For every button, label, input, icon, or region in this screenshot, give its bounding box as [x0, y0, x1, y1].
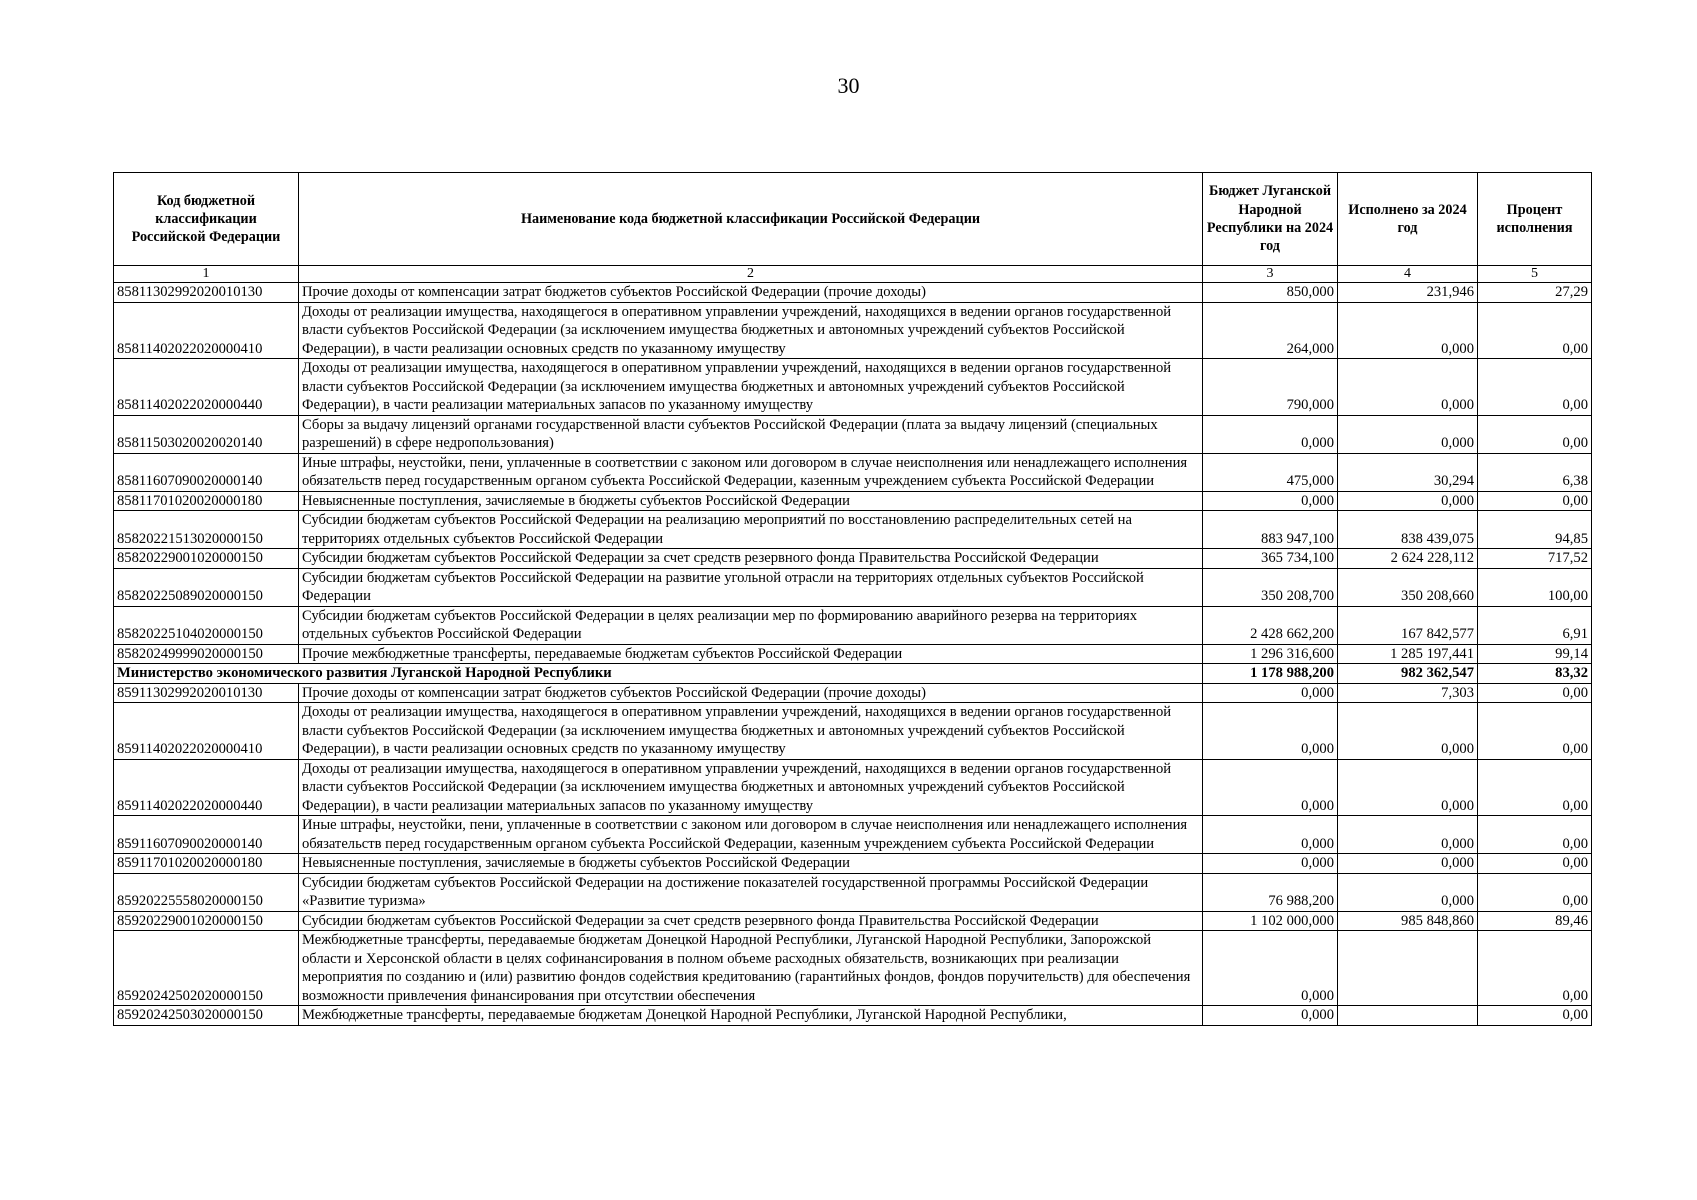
- table-row: [114, 759, 1592, 816]
- row-budget: 0,000: [1203, 415, 1338, 453]
- budget-table: [113, 172, 1592, 1026]
- row-budget: 1 102 000,000: [1203, 911, 1338, 931]
- row-percent: 0,00: [1478, 931, 1592, 1006]
- row-budget: 350 208,700: [1203, 568, 1338, 606]
- section-row: [114, 664, 1592, 684]
- row-name: Сборы за выдачу лицензий органами государственной власти субъектов Российской Федерации (плата за выдачу лицензий (специальных разрешений) в сфере недропользования): [299, 415, 1203, 453]
- row-budget: 0,000: [1203, 759, 1338, 816]
- row-code: 85911402022020000440: [114, 759, 299, 816]
- row-code: 85920225558020000150: [114, 873, 299, 911]
- row-budget: 0,000: [1203, 1006, 1338, 1026]
- row-executed: 231,946: [1338, 283, 1478, 303]
- header-percent: Процент исполнения: [1478, 173, 1592, 266]
- row-executed: 30,294: [1338, 453, 1478, 491]
- table-row: [114, 931, 1592, 1006]
- row-budget: 0,000: [1203, 931, 1338, 1006]
- table-row: [114, 511, 1592, 549]
- row-code: 85811503020020020140: [114, 415, 299, 453]
- row-executed: 0,000: [1338, 491, 1478, 511]
- row-percent: 0,00: [1478, 683, 1592, 703]
- row-code: 85811402022020000410: [114, 302, 299, 359]
- row-executed: 0,000: [1338, 759, 1478, 816]
- row-percent: 99,14: [1478, 644, 1592, 664]
- row-executed: 985 848,860: [1338, 911, 1478, 931]
- row-name: Доходы от реализации имущества, находящегося в оперативном управлении учреждений, находящихся в ведении органов государственной власти субъектов Российской Федерации (за исключением имущества бюджетных и автономных учреждений субъектов Российской Федерации), в части реализации материальных запасов по указанному имуществу: [299, 759, 1203, 816]
- row-budget: 0,000: [1203, 491, 1338, 511]
- row-name: Прочие доходы от компенсации затрат бюджетов субъектов Российской Федерации (прочие доходы): [299, 683, 1203, 703]
- row-name: Иные штрафы, неустойки, пени, уплаченные в соответствии с законом или договором в случае неисполнения или ненадлежащего исполнения обязательств перед государственным органом субъекта Российской Федерации, казенным учреждением субъекта Российской Федерации: [299, 453, 1203, 491]
- row-budget: 475,000: [1203, 453, 1338, 491]
- row-name: Доходы от реализации имущества, находящегося в оперативном управлении учреждений, находящихся в ведении органов государственной власти субъектов Российской Федерации (за исключением имущества бюджетных и автономных учреждений субъектов Российской Федерации), в части реализации основных средств по указанному имуществу: [299, 703, 1203, 760]
- row-executed: 167 842,577: [1338, 606, 1478, 644]
- row-budget: 0,000: [1203, 703, 1338, 760]
- row-code: 85920242503020000150: [114, 1006, 299, 1026]
- row-name: Межбюджетные трансферты, передаваемые бюджетам Донецкой Народной Республики, Луганской Народной Республики,: [299, 1006, 1203, 1026]
- row-name: Субсидии бюджетам субъектов Российской Федерации за счет средств резервного фонда Правительства Российской Федерации: [299, 911, 1203, 931]
- row-code: 85811302992020010130: [114, 283, 299, 303]
- row-budget: 0,000: [1203, 816, 1338, 854]
- column-number-row: [114, 266, 1592, 283]
- row-percent: 0,00: [1478, 1006, 1592, 1026]
- table-body: [114, 283, 1592, 1026]
- row-executed: 0,000: [1338, 703, 1478, 760]
- row-percent: 0,00: [1478, 302, 1592, 359]
- row-percent: 0,00: [1478, 816, 1592, 854]
- row-budget: 0,000: [1203, 854, 1338, 874]
- table-row: [114, 1006, 1592, 1026]
- row-executed: 0,000: [1338, 359, 1478, 416]
- row-name: Прочие доходы от компенсации затрат бюджетов субъектов Российской Федерации (прочие доходы): [299, 283, 1203, 303]
- table-row: [114, 302, 1592, 359]
- column-number: 5: [1478, 266, 1592, 283]
- table-row: [114, 283, 1592, 303]
- row-name: Субсидии бюджетам субъектов Российской Федерации за счет средств резервного фонда Правительства Российской Федерации: [299, 549, 1203, 569]
- row-executed: 0,000: [1338, 873, 1478, 911]
- table-row: [114, 873, 1592, 911]
- row-code: 85820249999020000150: [114, 644, 299, 664]
- row-code: 85911302992020010130: [114, 683, 299, 703]
- header-executed: Исполнено за 2024 год: [1338, 173, 1478, 266]
- table-row: [114, 568, 1592, 606]
- table-row: [114, 644, 1592, 664]
- header-name: Наименование кода бюджетной классификации Российской Федерации: [299, 173, 1203, 266]
- row-code: 85820225089020000150: [114, 568, 299, 606]
- table-row: [114, 911, 1592, 931]
- row-percent: 0,00: [1478, 759, 1592, 816]
- row-name: Доходы от реализации имущества, находящегося в оперативном управлении учреждений, находящихся в ведении органов государственной власти субъектов Российской Федерации (за исключением имущества бюджетных и автономных учреждений субъектов Российской Федерации), в части реализации основных средств по указанному имуществу: [299, 302, 1203, 359]
- row-name: Субсидии бюджетам субъектов Российской Федерации на достижение показателей государственной программы Российской Федерации «Развитие туризма»: [299, 873, 1203, 911]
- row-code: 85911402022020000410: [114, 703, 299, 760]
- row-percent: 100,00: [1478, 568, 1592, 606]
- page-number: 30: [837, 73, 860, 98]
- row-name: Иные штрафы, неустойки, пени, уплаченные в соответствии с законом или договором в случае неисполнения или ненадлежащего исполнения обязательств перед государственным органом субъекта Российской Федерации, казенным учреждением субъекта Российской Федерации: [299, 816, 1203, 854]
- table-row: [114, 683, 1592, 703]
- row-percent: 27,29: [1478, 283, 1592, 303]
- table-row: [114, 854, 1592, 874]
- row-budget: 1 178 988,200: [1203, 664, 1338, 684]
- row-executed: 7,303: [1338, 683, 1478, 703]
- row-executed: 0,000: [1338, 302, 1478, 359]
- row-percent: 0,00: [1478, 415, 1592, 453]
- column-number: 4: [1338, 266, 1478, 283]
- table-row: [114, 816, 1592, 854]
- table-row: [114, 549, 1592, 569]
- header-budget: Бюджет Луганской Народной Республики на 2024 год: [1203, 173, 1338, 266]
- row-percent: 0,00: [1478, 359, 1592, 416]
- table-row: [114, 415, 1592, 453]
- table-row: [114, 703, 1592, 760]
- row-percent: 6,38: [1478, 453, 1592, 491]
- row-code: 85811701020020000180: [114, 491, 299, 511]
- row-code: 85811402022020000440: [114, 359, 299, 416]
- row-budget: 2 428 662,200: [1203, 606, 1338, 644]
- row-percent: 0,00: [1478, 491, 1592, 511]
- row-code: 85820221513020000150: [114, 511, 299, 549]
- row-name: Невыясненные поступления, зачисляемые в бюджеты субъектов Российской Федерации: [299, 854, 1203, 874]
- row-percent: 6,91: [1478, 606, 1592, 644]
- row-executed: 350 208,660: [1338, 568, 1478, 606]
- row-budget: 76 988,200: [1203, 873, 1338, 911]
- column-number: 3: [1203, 266, 1338, 283]
- row-executed: 1 285 197,441: [1338, 644, 1478, 664]
- row-code: 85820229001020000150: [114, 549, 299, 569]
- row-budget: 850,000: [1203, 283, 1338, 303]
- row-percent: 94,85: [1478, 511, 1592, 549]
- section-name: Министерство экономического развития Луганской Народной Республики: [114, 664, 1203, 684]
- row-budget: 365 734,100: [1203, 549, 1338, 569]
- row-code: 85920229001020000150: [114, 911, 299, 931]
- row-name: Субсидии бюджетам субъектов Российской Федерации на развитие угольной отрасли на территориях отдельных субъектов Российской Федерации: [299, 568, 1203, 606]
- row-percent: 717,52: [1478, 549, 1592, 569]
- column-number: 2: [299, 266, 1203, 283]
- row-code: 85920242502020000150: [114, 931, 299, 1006]
- header-code: Код бюджетной классификации Российской Федерации: [114, 173, 299, 266]
- row-budget: 790,000: [1203, 359, 1338, 416]
- table-row: [114, 606, 1592, 644]
- row-name: Субсидии бюджетам субъектов Российской Федерации в целях реализации мер по формированию аварийного резерва на территориях отдельных субъектов Российской Федерации: [299, 606, 1203, 644]
- row-percent: 0,00: [1478, 854, 1592, 874]
- row-percent: 0,00: [1478, 873, 1592, 911]
- row-executed: 982 362,547: [1338, 664, 1478, 684]
- row-executed: 0,000: [1338, 854, 1478, 874]
- row-name: Невыясненные поступления, зачисляемые в бюджеты субъектов Российской Федерации: [299, 491, 1203, 511]
- row-code: 85911607090020000140: [114, 816, 299, 854]
- row-budget: 883 947,100: [1203, 511, 1338, 549]
- row-executed: [1338, 931, 1478, 1006]
- row-executed: 838 439,075: [1338, 511, 1478, 549]
- row-name: Прочие межбюджетные трансферты, передаваемые бюджетам субъектов Российской Федерации: [299, 644, 1203, 664]
- row-executed: 2 624 228,112: [1338, 549, 1478, 569]
- table-header-row: [114, 173, 1592, 266]
- row-name: Межбюджетные трансферты, передаваемые бюджетам Донецкой Народной Республики, Луганской Народной Республики, Запорожской области и Херсонской области в целях софинансирования в полном объеме расходных обязательств, возникающих при реализации мероприятия по созданию и (или) развитию фондов содействия кредитованию (гарантийных фондов, фондов поручительств) для обеспечения возможности привлечения финансирования при отсутствии обеспечения: [299, 931, 1203, 1006]
- row-budget: 1 296 316,600: [1203, 644, 1338, 664]
- table-row: [114, 491, 1592, 511]
- row-executed: 0,000: [1338, 816, 1478, 854]
- row-percent: 83,32: [1478, 664, 1592, 684]
- table-row: [114, 359, 1592, 416]
- row-name: Субсидии бюджетам субъектов Российской Федерации на реализацию мероприятий по восстановлению распределительных сетей на территориях отдельных субъектов Российской Федерации: [299, 511, 1203, 549]
- table-row: [114, 453, 1592, 491]
- row-code: 85820225104020000150: [114, 606, 299, 644]
- row-executed: 0,000: [1338, 415, 1478, 453]
- row-budget: 0,000: [1203, 683, 1338, 703]
- row-percent: 89,46: [1478, 911, 1592, 931]
- row-name: Доходы от реализации имущества, находящегося в оперативном управлении учреждений, находящихся в ведении органов государственной власти субъектов Российской Федерации (за исключением имущества бюджетных и автономных учреждений субъектов Российской Федерации), в части реализации материальных запасов по указанному имуществу: [299, 359, 1203, 416]
- row-code: 85811607090020000140: [114, 453, 299, 491]
- row-code: 85911701020020000180: [114, 854, 299, 874]
- row-percent: 0,00: [1478, 703, 1592, 760]
- row-executed: [1338, 1006, 1478, 1026]
- row-budget: 264,000: [1203, 302, 1338, 359]
- column-number: 1: [114, 266, 299, 283]
